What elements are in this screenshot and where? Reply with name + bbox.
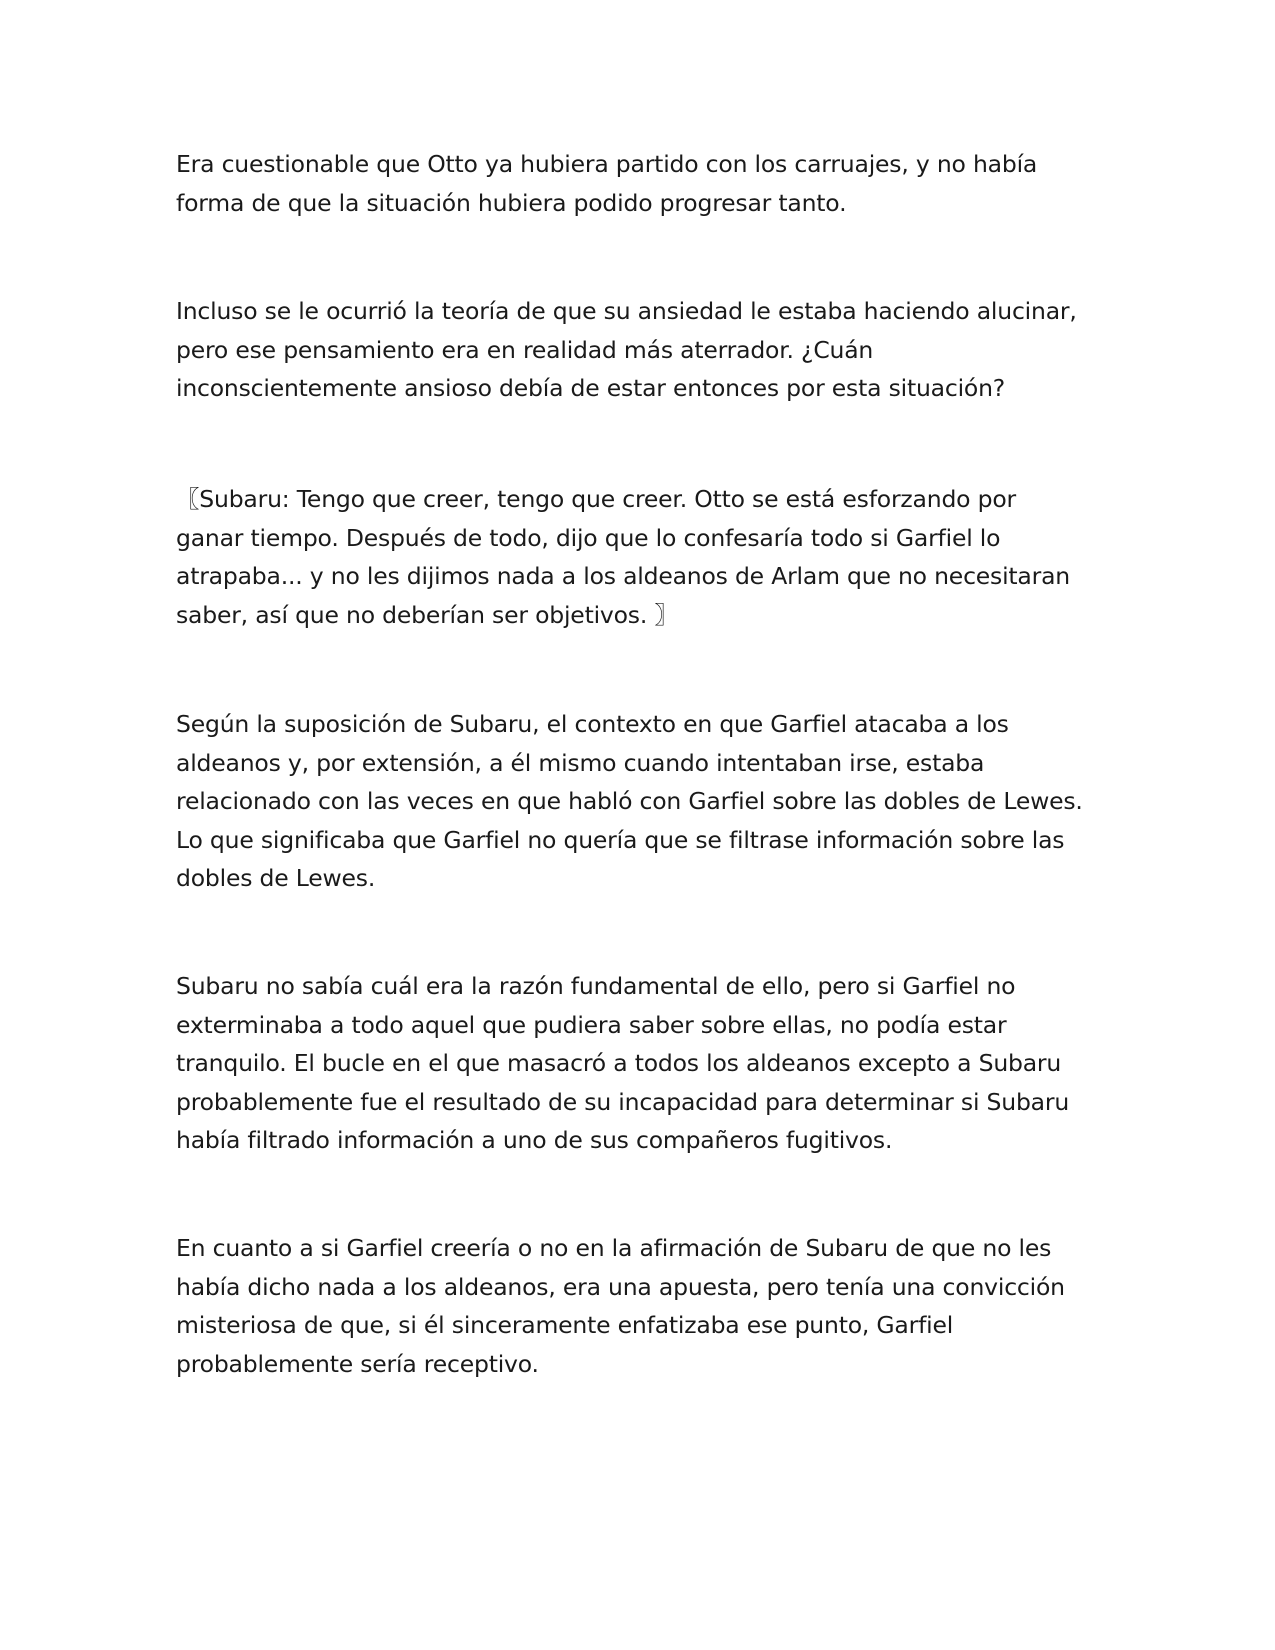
paragraph-line: saber, así que no deberían ser objetivos. 〗 — [176, 600, 678, 629]
paragraph-line: relacionado con las veces en que habló con Garfiel sobre las dobles de Lewes. — [176, 787, 1083, 815]
paragraph-line: pero ese pensamiento era en realidad más aterrador. ¿Cuán — [176, 335, 874, 364]
paragraph-5 — [176, 967, 1096, 1160]
paragraph-line: tranquilo. El bucle en el que masacró a todos los aldeanos excepto a Subaru — [176, 1049, 1062, 1077]
paragraph-line: En cuanto a si Garfiel creería o no en la afirmación de Subaru de que no les — [176, 1234, 1052, 1262]
paragraph-line: Incluso se le ocurrió la teoría de que su ansiedad le estaba haciendo alucinar, — [176, 297, 1077, 325]
paragraph-line: probablemente sería receptivo. — [176, 1349, 539, 1378]
paragraph-line: dobles de Lewes. — [176, 864, 376, 892]
paragraph-line: atrapaba... y no les dijimos nada a los aldeanos de Arlam que no necesitaran — [176, 562, 1070, 590]
paragraph-3-dialogue — [176, 480, 1096, 634]
paragraph-line: había dicho nada a los aldeanos, era una apuesta, pero tenía una convicción — [176, 1272, 1065, 1301]
paragraph-line: forma de que la situación hubiera podido progresar tanto. — [176, 188, 847, 217]
paragraph-line: inconscientemente ansioso debía de estar entonces por esta situación? — [176, 374, 1006, 402]
paragraph-4 — [176, 705, 1096, 898]
paragraph-line: Subaru no sabía cuál era la razón fundamental de ello, pero si Garfiel no — [176, 972, 1016, 1000]
paragraph-line: exterminaba a todo aquel que pudiera saber sobre ellas, no podía estar — [176, 1010, 1007, 1039]
paragraph-line: Según la suposición de Subaru, el contexto en que Garfiel atacaba a los — [176, 710, 1009, 738]
paragraph-2 — [176, 292, 1096, 408]
paragraph-line: misteriosa de que, si él sinceramente enfatizaba ese punto, Garfiel — [176, 1311, 954, 1339]
paragraph-line: ganar tiempo. Después de todo, dijo que lo confesaría todo si Garfiel lo — [176, 523, 1001, 552]
paragraph-line: probablemente fue el resultado de su incapacidad para determinar si Subaru — [176, 1087, 1070, 1116]
paragraph-line: 〖Subaru: Tengo que creer, tengo que creer. Otto se está esforzando por — [176, 485, 1016, 513]
paragraph-1 — [176, 145, 1096, 222]
paragraph-6 — [176, 1229, 1096, 1383]
paragraph-line: había filtrado información a uno de sus compañeros fugitivos. — [176, 1126, 893, 1154]
paragraph-line: Lo que significaba que Garfiel no quería que se filtrase información sobre las — [176, 825, 1065, 854]
paragraph-line: Era cuestionable que Otto ya hubiera partido con los carruajes, y no había — [176, 150, 1038, 178]
paragraph-line: aldeanos y, por extensión, a él mismo cuando intentaban irse, estaba — [176, 748, 985, 777]
